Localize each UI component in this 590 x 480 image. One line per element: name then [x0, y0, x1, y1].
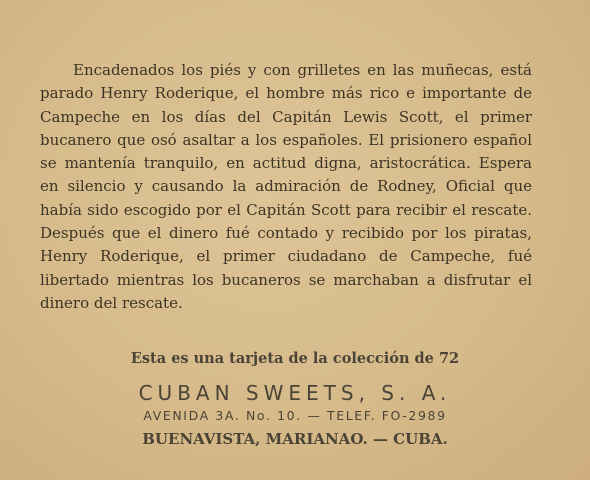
story-paragraph: Encadenados los piés y con grilletes en las muñecas, está parado Henry Roderique, el hombre más rico e importante de Campeche en los días del Capitán Lewis Scott, el primer bucanero que osó asaltar a los españoles. El prisionero español se mantenía tranquilo, en actitud digna, aristocrática. Espera en silencio y causando la admiración de Rodney, Oficial que había sido escogido por el Capitán Scott para recibir el rescate. Después que el dinero fué contado y recibido por los piratas, Henry Roderique, el primer ciudadano de Campeche, fué libertado mientras los bucaneros se marchaban a disfrutar el dinero del rescate.	[40, 61, 532, 312]
story-text-block	[40, 59, 532, 315]
company-address: AVENIDA 3A. No. 10. — TELEF. FO-2989	[143, 408, 447, 423]
company-name: CUBAN SWEETS, S. A.	[138, 381, 452, 405]
collection-note: Esta es una tarjeta de la colección de 72	[130, 350, 460, 367]
company-city: BUENAVISTA, MARIANAO. — CUBA.	[142, 430, 448, 448]
